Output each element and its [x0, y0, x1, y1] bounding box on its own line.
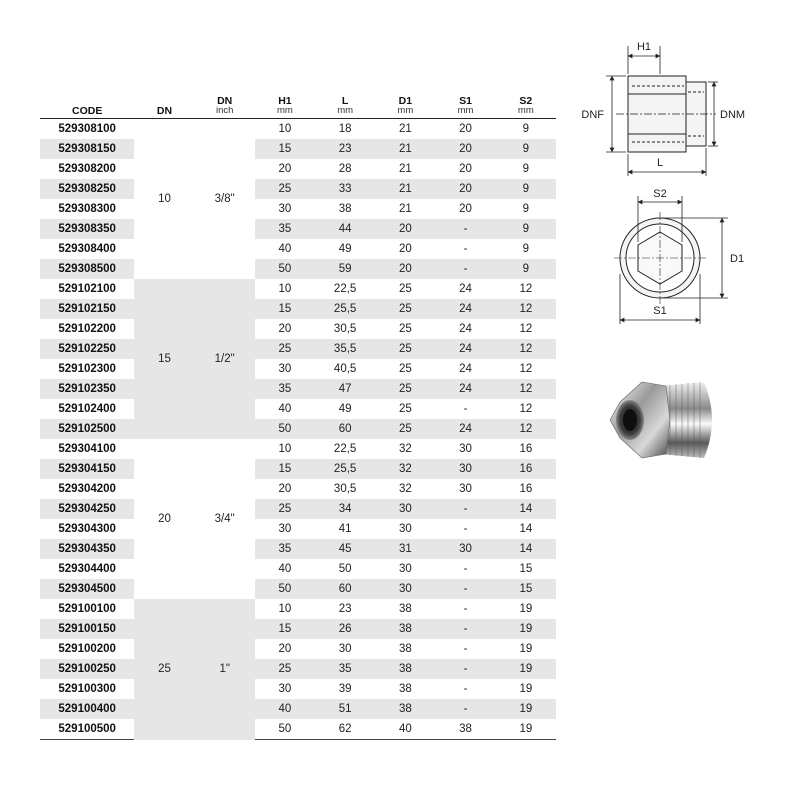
cell-code: 529100250: [40, 659, 134, 679]
table-row: [40, 379, 556, 399]
cell-l: 39: [338, 683, 352, 695]
cell-code: 529102500: [40, 419, 134, 439]
column-header-5: [375, 88, 435, 119]
cell-h1: 30: [278, 203, 292, 215]
cell-l: 35,5: [315, 339, 375, 359]
cell-s1: 24: [459, 323, 472, 335]
cell-s1: 24: [435, 419, 495, 439]
cell-s2: 16: [496, 459, 556, 479]
cell-s1: -: [463, 243, 468, 255]
cell-l: 50: [338, 563, 352, 575]
cell-s1: -: [435, 579, 495, 599]
cell-code: 529308200: [58, 163, 116, 175]
h1-label: H1: [636, 41, 652, 53]
cell-s1: 24: [459, 283, 472, 295]
cell-l: 38: [338, 203, 352, 215]
cell-code: 529308100: [58, 123, 116, 135]
side-view-diagram: [576, 36, 752, 186]
cell-d1: 25: [375, 379, 435, 399]
cell-s2: 19: [496, 719, 556, 740]
cell-s1: -: [435, 499, 495, 519]
cell-h1: 25: [255, 499, 315, 519]
cell-s2: 12: [496, 419, 556, 439]
fitting-front-outline: [614, 212, 706, 304]
cell-code: 529102350: [40, 379, 134, 399]
column-header-2: [195, 88, 255, 119]
s1-label: S1: [653, 305, 667, 317]
table-body: [40, 119, 556, 740]
column-header-6: [435, 88, 495, 119]
cell-l: 25,5: [315, 299, 375, 319]
cell-d1: 31: [375, 539, 435, 559]
cell-s2: 12: [496, 379, 556, 399]
cell-s1: -: [463, 643, 468, 655]
table-row: [40, 439, 556, 459]
cell-s2: 16: [519, 443, 533, 455]
column-header-label: S2: [519, 95, 533, 107]
cell-dn-inch: 3/8": [214, 193, 235, 205]
table-row: [40, 339, 556, 359]
cell-code: 529102400: [58, 403, 116, 415]
cell-s2: 12: [496, 339, 556, 359]
cell-code: 529100300: [58, 683, 116, 695]
table-row: [40, 159, 556, 179]
cell-l: 25,5: [315, 459, 375, 479]
table-row: [40, 639, 556, 659]
cell-h1: 40: [255, 699, 315, 719]
table-row: [40, 539, 556, 559]
cell-s2: 9: [496, 219, 556, 239]
cell-code: 529308250: [40, 179, 134, 199]
cell-l: 60: [315, 579, 375, 599]
cell-d1: 20: [375, 259, 435, 279]
cell-h1: 50: [255, 579, 315, 599]
cell-h1: 35: [255, 539, 315, 559]
cell-h1: 10: [278, 603, 292, 615]
cell-l: 23: [338, 603, 352, 615]
cell-d1: 38: [375, 699, 435, 719]
cell-h1: 20: [278, 163, 292, 175]
cell-h1: 50: [255, 419, 315, 439]
cell-h1: 15: [255, 619, 315, 639]
cell-dn-inch: 1/2": [195, 279, 255, 439]
cell-s1: -: [463, 403, 468, 415]
cell-code: 529102250: [40, 339, 134, 359]
table-row: [40, 459, 556, 479]
cell-h1: 35: [255, 379, 315, 399]
column-header-label: H1: [278, 95, 292, 107]
cell-d1: 38: [375, 659, 435, 679]
column-header-unit: inch: [215, 105, 234, 116]
cell-h1: 10: [278, 283, 292, 295]
cell-dn: 20: [158, 513, 171, 525]
cell-dn-inch: 3/4": [214, 513, 235, 525]
cell-s1: 30: [435, 459, 495, 479]
cell-s1: 24: [435, 339, 495, 359]
table-row: [40, 119, 556, 140]
cell-dn: 15: [134, 279, 194, 439]
cell-s2: 15: [496, 579, 556, 599]
cell-h1: 40: [278, 243, 292, 255]
cell-s2: 9: [522, 203, 530, 215]
cell-s1: -: [463, 603, 468, 615]
cell-h1: 15: [255, 459, 315, 479]
cell-d1: 21: [398, 163, 412, 175]
cell-code: 529308400: [58, 243, 116, 255]
s2-label: S2: [653, 188, 667, 200]
cell-l: 34: [315, 499, 375, 519]
cell-l: 51: [315, 699, 375, 719]
cell-h1: 15: [255, 299, 315, 319]
cell-code: 529102150: [40, 299, 134, 319]
cell-h1: 15: [255, 139, 315, 159]
dnf-label: DNF: [581, 109, 604, 121]
dnm-label: DNM: [720, 109, 746, 121]
d1-label: D1: [730, 253, 745, 265]
cell-h1: 25: [255, 179, 315, 199]
cell-d1: 30: [398, 523, 412, 535]
cell-h1: 20: [278, 483, 292, 495]
cell-d1: 25: [375, 419, 435, 439]
cell-d1: 32: [398, 483, 412, 495]
cell-l: 60: [315, 419, 375, 439]
table-row: [40, 659, 556, 679]
cell-l: 49: [338, 243, 352, 255]
cell-code: 529100400: [40, 699, 134, 719]
cell-s1: 30: [459, 483, 472, 495]
column-header-7: [496, 88, 556, 119]
cell-d1: 38: [375, 619, 435, 639]
cell-s1: -: [463, 523, 468, 535]
cell-l: 44: [315, 219, 375, 239]
cell-s2: 12: [519, 323, 533, 335]
cell-s2: 14: [496, 539, 556, 559]
cell-h1: 20: [278, 323, 292, 335]
cell-s2: 9: [522, 163, 530, 175]
cell-code: 529100100: [58, 603, 116, 615]
cell-s1: 24: [459, 363, 472, 375]
column-header-unit: mm: [397, 105, 414, 116]
cell-s2: 19: [519, 683, 533, 695]
cell-s1: -: [435, 699, 495, 719]
cell-s2: 19: [496, 619, 556, 639]
cell-s2: 14: [496, 499, 556, 519]
cell-d1: 32: [375, 459, 435, 479]
column-header-unit: mm: [517, 105, 534, 116]
cell-d1: 20: [398, 243, 412, 255]
cell-s1: 38: [435, 719, 495, 740]
cell-s2: 12: [519, 403, 533, 415]
column-header-3: [255, 88, 315, 119]
cell-dn: 25: [134, 599, 194, 740]
cell-code: 529304300: [58, 523, 116, 535]
cell-code: 529308500: [40, 259, 134, 279]
cell-l: 18: [338, 123, 352, 135]
cell-s2: 12: [519, 363, 533, 375]
cell-d1: 25: [398, 403, 412, 415]
cell-s2: 9: [522, 123, 530, 135]
table-row: [40, 199, 556, 219]
cell-s1: 20: [459, 203, 472, 215]
l-label: L: [656, 157, 664, 169]
cell-code: 529102200: [58, 323, 116, 335]
cell-d1: 21: [375, 179, 435, 199]
cell-l: 47: [315, 379, 375, 399]
cell-s2: 9: [496, 139, 556, 159]
table-row: [40, 419, 556, 439]
cell-h1: 40: [278, 563, 292, 575]
cell-code: 529308300: [58, 203, 116, 215]
table-row: [40, 699, 556, 719]
front-view-diagram: [604, 184, 764, 330]
table-row: [40, 559, 556, 579]
cell-d1: 25: [398, 363, 412, 375]
cell-s2: 19: [519, 643, 533, 655]
cell-code: 529100150: [40, 619, 134, 639]
cell-s1: 24: [435, 299, 495, 319]
cell-s2: 16: [519, 483, 533, 495]
cell-code: 529304200: [58, 483, 116, 495]
cell-s1: -: [435, 259, 495, 279]
cell-l: 30: [338, 643, 352, 655]
column-header-label: DN: [217, 95, 233, 107]
cell-l: 30,5: [333, 483, 357, 495]
cell-code: 529304250: [40, 499, 134, 519]
spec-table: [40, 88, 556, 740]
cell-s2: 14: [519, 523, 533, 535]
table-row: [40, 319, 556, 339]
cell-l: 26: [315, 619, 375, 639]
cell-code: 529102300: [58, 363, 116, 375]
cell-dn-inch: 1": [195, 599, 255, 740]
cell-code: 529100500: [40, 719, 134, 740]
cell-l: 40,5: [333, 363, 357, 375]
cell-l: 62: [315, 719, 375, 740]
product-image: [600, 372, 726, 468]
table-header-row: [40, 88, 556, 119]
table-row: [40, 599, 556, 619]
cell-h1: 20: [278, 643, 292, 655]
table-row: [40, 359, 556, 379]
cell-h1: 25: [255, 659, 315, 679]
cell-s1: 24: [435, 379, 495, 399]
cell-h1: 30: [278, 683, 292, 695]
table-row: [40, 279, 556, 299]
cell-h1: 10: [278, 443, 292, 455]
cell-s1: -: [435, 619, 495, 639]
cell-s2: 15: [519, 563, 533, 575]
cell-h1: 25: [255, 339, 315, 359]
cell-l: 28: [338, 163, 352, 175]
table-row: [40, 719, 556, 740]
table-row: [40, 519, 556, 539]
cell-d1: 38: [398, 603, 412, 615]
cell-code: 529304350: [40, 539, 134, 559]
table-row: [40, 679, 556, 699]
column-header-label: S1: [459, 95, 472, 107]
cell-d1: 30: [375, 579, 435, 599]
cell-code: 529100200: [58, 643, 116, 655]
column-header-label: L: [341, 95, 349, 107]
cell-h1: 30: [278, 523, 292, 535]
cell-d1: 38: [398, 683, 412, 695]
cell-code: 529102100: [58, 283, 116, 295]
cell-s2: 9: [522, 243, 530, 255]
cell-d1: 30: [375, 499, 435, 519]
cell-s1: -: [463, 563, 468, 575]
cell-s1: 20: [459, 123, 472, 135]
cell-d1: 20: [375, 219, 435, 239]
cell-d1: 25: [375, 299, 435, 319]
cell-l: 45: [315, 539, 375, 559]
cell-s1: 30: [435, 539, 495, 559]
cell-d1: 25: [398, 283, 412, 295]
cell-h1: 50: [255, 259, 315, 279]
cell-s1: -: [435, 659, 495, 679]
cell-l: 59: [315, 259, 375, 279]
cell-h1: 50: [255, 719, 315, 740]
cell-code: 529304150: [40, 459, 134, 479]
table-row: [40, 259, 556, 279]
cell-s1: 20: [435, 179, 495, 199]
column-header-unit: mm: [276, 105, 293, 116]
column-header-label: CODE: [72, 105, 103, 117]
table-row: [40, 479, 556, 499]
cell-l: 35: [315, 659, 375, 679]
cell-l: 30,5: [333, 323, 357, 335]
cell-code: 529304400: [58, 563, 116, 575]
cell-dn: 10: [158, 193, 171, 205]
fitting-side-outline: [616, 76, 716, 152]
table-row: [40, 179, 556, 199]
cell-l: 22,5: [333, 443, 357, 455]
column-header-4: [315, 88, 375, 119]
cell-s1: -: [463, 683, 468, 695]
cell-d1: 38: [398, 643, 412, 655]
cell-h1: 10: [278, 123, 292, 135]
table-row: [40, 499, 556, 519]
cell-s2: 12: [519, 283, 533, 295]
cell-s1: 20: [435, 139, 495, 159]
cell-s2: 9: [496, 179, 556, 199]
table-row: [40, 619, 556, 639]
column-header-0: [40, 88, 134, 119]
cell-d1: 30: [398, 563, 412, 575]
table-row: [40, 139, 556, 159]
column-header-label: DN: [156, 105, 173, 117]
cell-s2: 19: [496, 699, 556, 719]
column-header-1: [134, 88, 194, 119]
column-header-unit: mm: [457, 105, 474, 116]
cell-s1: -: [435, 219, 495, 239]
cell-l: 33: [315, 179, 375, 199]
cell-l: 41: [338, 523, 352, 535]
table-row: [40, 579, 556, 599]
table-row: [40, 299, 556, 319]
cell-code: 529308350: [40, 219, 134, 239]
cell-code: 529304100: [58, 443, 116, 455]
cell-s2: 19: [519, 603, 533, 615]
cell-code: 529304500: [40, 579, 134, 599]
table-row: [40, 239, 556, 259]
cell-d1: 21: [375, 139, 435, 159]
cell-d1: 40: [375, 719, 435, 740]
table-row: [40, 219, 556, 239]
cell-s2: 9: [496, 259, 556, 279]
column-header-unit: mm: [337, 105, 354, 116]
cell-d1: 25: [375, 339, 435, 359]
cell-h1: 40: [278, 403, 292, 415]
cell-d1: 21: [398, 123, 412, 135]
cell-d1: 32: [398, 443, 412, 455]
cell-s1: 30: [459, 443, 472, 455]
table-row: [40, 399, 556, 419]
column-header-label: D1: [398, 95, 413, 107]
cell-s2: 12: [496, 299, 556, 319]
cell-s2: 19: [496, 659, 556, 679]
cell-h1: 35: [255, 219, 315, 239]
cell-d1: 21: [398, 203, 412, 215]
cell-l: 49: [338, 403, 352, 415]
cell-l: 22,5: [333, 283, 357, 295]
cell-h1: 30: [278, 363, 292, 375]
cell-l: 23: [315, 139, 375, 159]
cell-s1: 20: [459, 163, 472, 175]
cell-d1: 25: [398, 323, 412, 335]
cell-code: 529308150: [40, 139, 134, 159]
